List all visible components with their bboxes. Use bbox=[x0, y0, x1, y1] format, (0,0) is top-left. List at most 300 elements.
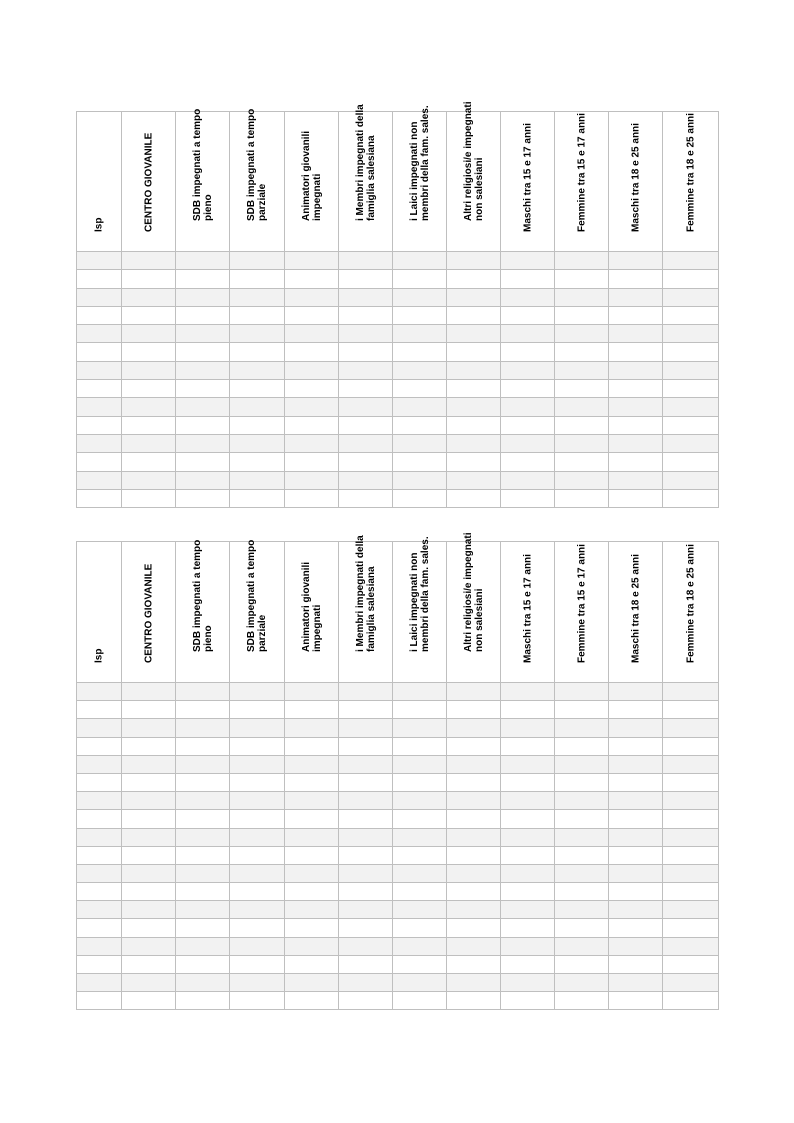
table-cell[interactable] bbox=[663, 792, 719, 810]
table-cell[interactable] bbox=[176, 719, 230, 737]
table-cell[interactable] bbox=[339, 683, 393, 701]
table-cell[interactable] bbox=[447, 792, 501, 810]
table-cell[interactable] bbox=[663, 306, 719, 324]
table-cell[interactable] bbox=[663, 810, 719, 828]
table-cell[interactable] bbox=[285, 398, 339, 416]
table-cell[interactable] bbox=[501, 955, 555, 973]
table-cell[interactable] bbox=[609, 883, 663, 901]
table-cell[interactable] bbox=[122, 306, 176, 324]
table-cell[interactable] bbox=[77, 398, 122, 416]
table-cell[interactable] bbox=[393, 361, 447, 379]
table-cell[interactable] bbox=[555, 828, 609, 846]
table-cell[interactable] bbox=[501, 683, 555, 701]
table-cell[interactable] bbox=[285, 471, 339, 489]
table-cell[interactable] bbox=[230, 361, 285, 379]
table-cell[interactable] bbox=[447, 974, 501, 992]
table-cell[interactable] bbox=[555, 306, 609, 324]
table-cell[interactable] bbox=[122, 252, 176, 270]
table-cell[interactable] bbox=[555, 792, 609, 810]
table-cell[interactable] bbox=[393, 380, 447, 398]
table-cell[interactable] bbox=[230, 919, 285, 937]
table-cell[interactable] bbox=[122, 719, 176, 737]
table-cell[interactable] bbox=[77, 755, 122, 773]
table-cell[interactable] bbox=[230, 955, 285, 973]
table-cell[interactable] bbox=[230, 434, 285, 452]
table-cell[interactable] bbox=[447, 919, 501, 937]
table-cell[interactable] bbox=[447, 937, 501, 955]
table-cell[interactable] bbox=[285, 773, 339, 791]
table-cell[interactable] bbox=[609, 306, 663, 324]
table-cell[interactable] bbox=[339, 471, 393, 489]
table-cell[interactable] bbox=[176, 398, 230, 416]
table-cell[interactable] bbox=[176, 810, 230, 828]
table-cell[interactable] bbox=[339, 846, 393, 864]
table-cell[interactable] bbox=[122, 883, 176, 901]
table-cell[interactable] bbox=[447, 416, 501, 434]
table-cell[interactable] bbox=[77, 937, 122, 955]
table-cell[interactable] bbox=[339, 343, 393, 361]
table-cell[interactable] bbox=[285, 937, 339, 955]
table-cell[interactable] bbox=[176, 773, 230, 791]
table-cell[interactable] bbox=[663, 755, 719, 773]
table-cell[interactable] bbox=[447, 325, 501, 343]
table-cell[interactable] bbox=[447, 992, 501, 1010]
table-cell[interactable] bbox=[285, 434, 339, 452]
table-cell[interactable] bbox=[77, 773, 122, 791]
table-cell[interactable] bbox=[555, 453, 609, 471]
table-cell[interactable] bbox=[339, 701, 393, 719]
table-cell[interactable] bbox=[122, 489, 176, 507]
table-cell[interactable] bbox=[339, 737, 393, 755]
table-cell[interactable] bbox=[663, 864, 719, 882]
table-cell[interactable] bbox=[555, 755, 609, 773]
table-cell[interactable] bbox=[176, 737, 230, 755]
table-cell[interactable] bbox=[230, 901, 285, 919]
table-cell[interactable] bbox=[339, 719, 393, 737]
table-cell[interactable] bbox=[555, 901, 609, 919]
table-cell[interactable] bbox=[77, 737, 122, 755]
table-cell[interactable] bbox=[447, 810, 501, 828]
table-cell[interactable] bbox=[609, 434, 663, 452]
table-cell[interactable] bbox=[663, 955, 719, 973]
table-cell[interactable] bbox=[501, 380, 555, 398]
table-cell[interactable] bbox=[285, 901, 339, 919]
table-cell[interactable] bbox=[230, 737, 285, 755]
table-cell[interactable] bbox=[122, 992, 176, 1010]
table-cell[interactable] bbox=[501, 471, 555, 489]
table-cell[interactable] bbox=[393, 737, 447, 755]
table-cell[interactable] bbox=[230, 937, 285, 955]
table-cell[interactable] bbox=[77, 306, 122, 324]
table-cell[interactable] bbox=[285, 453, 339, 471]
table-cell[interactable] bbox=[609, 937, 663, 955]
table-cell[interactable] bbox=[230, 773, 285, 791]
table-cell[interactable] bbox=[447, 828, 501, 846]
table-cell[interactable] bbox=[122, 937, 176, 955]
table-cell[interactable] bbox=[663, 325, 719, 343]
table-cell[interactable] bbox=[393, 992, 447, 1010]
table-cell[interactable] bbox=[393, 306, 447, 324]
table-cell[interactable] bbox=[555, 416, 609, 434]
table-cell[interactable] bbox=[77, 992, 122, 1010]
table-cell[interactable] bbox=[339, 434, 393, 452]
table-cell[interactable] bbox=[285, 810, 339, 828]
table-cell[interactable] bbox=[501, 325, 555, 343]
table-cell[interactable] bbox=[663, 773, 719, 791]
table-cell[interactable] bbox=[393, 773, 447, 791]
table-cell[interactable] bbox=[285, 683, 339, 701]
table-cell[interactable] bbox=[230, 846, 285, 864]
table-cell[interactable] bbox=[285, 343, 339, 361]
table-cell[interactable] bbox=[122, 270, 176, 288]
table-cell[interactable] bbox=[122, 792, 176, 810]
table-cell[interactable] bbox=[447, 719, 501, 737]
table-cell[interactable] bbox=[176, 828, 230, 846]
table-cell[interactable] bbox=[663, 901, 719, 919]
table-cell[interactable] bbox=[609, 489, 663, 507]
table-cell[interactable] bbox=[393, 471, 447, 489]
table-cell[interactable] bbox=[609, 380, 663, 398]
table-cell[interactable] bbox=[663, 719, 719, 737]
table-cell[interactable] bbox=[447, 955, 501, 973]
table-cell[interactable] bbox=[501, 343, 555, 361]
table-cell[interactable] bbox=[393, 325, 447, 343]
table-cell[interactable] bbox=[176, 380, 230, 398]
table-cell[interactable] bbox=[122, 974, 176, 992]
table-cell[interactable] bbox=[609, 343, 663, 361]
table-cell[interactable] bbox=[609, 792, 663, 810]
table-cell[interactable] bbox=[176, 864, 230, 882]
table-cell[interactable] bbox=[393, 489, 447, 507]
table-cell[interactable] bbox=[230, 380, 285, 398]
table-cell[interactable] bbox=[122, 701, 176, 719]
table-cell[interactable] bbox=[609, 755, 663, 773]
table-cell[interactable] bbox=[339, 270, 393, 288]
table-cell[interactable] bbox=[447, 398, 501, 416]
table-cell[interactable] bbox=[285, 737, 339, 755]
table-cell[interactable] bbox=[555, 270, 609, 288]
table-cell[interactable] bbox=[663, 270, 719, 288]
table-cell[interactable] bbox=[555, 288, 609, 306]
table-cell[interactable] bbox=[176, 901, 230, 919]
table-cell[interactable] bbox=[176, 701, 230, 719]
table-cell[interactable] bbox=[609, 361, 663, 379]
table-cell[interactable] bbox=[230, 810, 285, 828]
table-cell[interactable] bbox=[555, 955, 609, 973]
table-cell[interactable] bbox=[77, 288, 122, 306]
table-cell[interactable] bbox=[555, 883, 609, 901]
table-cell[interactable] bbox=[122, 453, 176, 471]
table-cell[interactable] bbox=[230, 974, 285, 992]
table-cell[interactable] bbox=[285, 974, 339, 992]
table-cell[interactable] bbox=[176, 252, 230, 270]
table-cell[interactable] bbox=[176, 416, 230, 434]
table-cell[interactable] bbox=[393, 288, 447, 306]
table-cell[interactable] bbox=[501, 288, 555, 306]
table-cell[interactable] bbox=[501, 992, 555, 1010]
table-cell[interactable] bbox=[176, 937, 230, 955]
table-cell[interactable] bbox=[501, 453, 555, 471]
table-cell[interactable] bbox=[176, 792, 230, 810]
table-cell[interactable] bbox=[285, 489, 339, 507]
table-cell[interactable] bbox=[285, 270, 339, 288]
table-cell[interactable] bbox=[609, 974, 663, 992]
table-cell[interactable] bbox=[339, 361, 393, 379]
table-cell[interactable] bbox=[609, 270, 663, 288]
table-cell[interactable] bbox=[609, 955, 663, 973]
table-cell[interactable] bbox=[555, 864, 609, 882]
table-cell[interactable] bbox=[501, 901, 555, 919]
table-cell[interactable] bbox=[447, 755, 501, 773]
table-cell[interactable] bbox=[285, 864, 339, 882]
table-cell[interactable] bbox=[393, 719, 447, 737]
table-cell[interactable] bbox=[609, 773, 663, 791]
table-cell[interactable] bbox=[447, 306, 501, 324]
table-cell[interactable] bbox=[176, 306, 230, 324]
table-cell[interactable] bbox=[663, 974, 719, 992]
table-cell[interactable] bbox=[230, 343, 285, 361]
table-cell[interactable] bbox=[285, 361, 339, 379]
table-cell[interactable] bbox=[230, 252, 285, 270]
table-cell[interactable] bbox=[122, 361, 176, 379]
table-cell[interactable] bbox=[609, 901, 663, 919]
table-cell[interactable] bbox=[501, 792, 555, 810]
table-cell[interactable] bbox=[555, 361, 609, 379]
table-cell[interactable] bbox=[122, 737, 176, 755]
table-cell[interactable] bbox=[122, 683, 176, 701]
table-cell[interactable] bbox=[393, 701, 447, 719]
table-cell[interactable] bbox=[501, 828, 555, 846]
table-cell[interactable] bbox=[230, 471, 285, 489]
table-cell[interactable] bbox=[230, 992, 285, 1010]
table-cell[interactable] bbox=[230, 270, 285, 288]
table-cell[interactable] bbox=[447, 683, 501, 701]
table-cell[interactable] bbox=[663, 701, 719, 719]
table-cell[interactable] bbox=[501, 737, 555, 755]
table-cell[interactable] bbox=[555, 701, 609, 719]
table-cell[interactable] bbox=[285, 992, 339, 1010]
table-cell[interactable] bbox=[555, 343, 609, 361]
table-cell[interactable] bbox=[285, 252, 339, 270]
table-cell[interactable] bbox=[555, 683, 609, 701]
table-cell[interactable] bbox=[122, 398, 176, 416]
table-cell[interactable] bbox=[339, 755, 393, 773]
table-cell[interactable] bbox=[447, 380, 501, 398]
table-cell[interactable] bbox=[663, 288, 719, 306]
table-cell[interactable] bbox=[555, 434, 609, 452]
table-cell[interactable] bbox=[663, 846, 719, 864]
table-cell[interactable] bbox=[555, 974, 609, 992]
table-cell[interactable] bbox=[176, 270, 230, 288]
table-cell[interactable] bbox=[230, 864, 285, 882]
table-cell[interactable] bbox=[77, 471, 122, 489]
table-cell[interactable] bbox=[663, 398, 719, 416]
table-cell[interactable] bbox=[663, 416, 719, 434]
table-cell[interactable] bbox=[176, 361, 230, 379]
table-cell[interactable] bbox=[609, 864, 663, 882]
table-cell[interactable] bbox=[285, 828, 339, 846]
table-cell[interactable] bbox=[285, 288, 339, 306]
table-cell[interactable] bbox=[663, 937, 719, 955]
table-cell[interactable] bbox=[176, 489, 230, 507]
table-cell[interactable] bbox=[230, 828, 285, 846]
table-cell[interactable] bbox=[176, 434, 230, 452]
table-cell[interactable] bbox=[501, 810, 555, 828]
table-cell[interactable] bbox=[663, 471, 719, 489]
table-cell[interactable] bbox=[393, 792, 447, 810]
table-cell[interactable] bbox=[176, 471, 230, 489]
table-cell[interactable] bbox=[609, 846, 663, 864]
table-cell[interactable] bbox=[122, 380, 176, 398]
table-cell[interactable] bbox=[501, 270, 555, 288]
table-cell[interactable] bbox=[663, 883, 719, 901]
table-cell[interactable] bbox=[555, 380, 609, 398]
table-cell[interactable] bbox=[501, 252, 555, 270]
table-cell[interactable] bbox=[555, 737, 609, 755]
table-cell[interactable] bbox=[609, 471, 663, 489]
table-cell[interactable] bbox=[77, 701, 122, 719]
table-cell[interactable] bbox=[176, 683, 230, 701]
table-cell[interactable] bbox=[176, 288, 230, 306]
table-cell[interactable] bbox=[501, 416, 555, 434]
table-cell[interactable] bbox=[609, 810, 663, 828]
table-cell[interactable] bbox=[501, 701, 555, 719]
table-cell[interactable] bbox=[447, 252, 501, 270]
table-cell[interactable] bbox=[230, 701, 285, 719]
table-cell[interactable] bbox=[555, 992, 609, 1010]
table-cell[interactable] bbox=[609, 252, 663, 270]
table-cell[interactable] bbox=[555, 937, 609, 955]
table-cell[interactable] bbox=[447, 883, 501, 901]
table-cell[interactable] bbox=[77, 361, 122, 379]
table-cell[interactable] bbox=[609, 701, 663, 719]
table-cell[interactable] bbox=[447, 453, 501, 471]
table-cell[interactable] bbox=[77, 883, 122, 901]
table-cell[interactable] bbox=[176, 974, 230, 992]
table-cell[interactable] bbox=[77, 416, 122, 434]
table-cell[interactable] bbox=[501, 489, 555, 507]
table-cell[interactable] bbox=[609, 288, 663, 306]
table-cell[interactable] bbox=[609, 453, 663, 471]
table-cell[interactable] bbox=[339, 489, 393, 507]
table-cell[interactable] bbox=[501, 919, 555, 937]
table-cell[interactable] bbox=[447, 737, 501, 755]
table-cell[interactable] bbox=[285, 719, 339, 737]
table-cell[interactable] bbox=[122, 828, 176, 846]
table-cell[interactable] bbox=[393, 252, 447, 270]
table-cell[interactable] bbox=[122, 325, 176, 343]
table-cell[interactable] bbox=[285, 846, 339, 864]
table-cell[interactable] bbox=[393, 955, 447, 973]
table-cell[interactable] bbox=[339, 919, 393, 937]
table-cell[interactable] bbox=[501, 937, 555, 955]
table-cell[interactable] bbox=[122, 471, 176, 489]
table-cell[interactable] bbox=[339, 325, 393, 343]
table-cell[interactable] bbox=[77, 901, 122, 919]
table-cell[interactable] bbox=[339, 773, 393, 791]
table-cell[interactable] bbox=[393, 398, 447, 416]
table-cell[interactable] bbox=[339, 955, 393, 973]
table-cell[interactable] bbox=[77, 974, 122, 992]
table-cell[interactable] bbox=[176, 755, 230, 773]
table-cell[interactable] bbox=[663, 992, 719, 1010]
table-cell[interactable] bbox=[285, 755, 339, 773]
table-cell[interactable] bbox=[77, 453, 122, 471]
table-cell[interactable] bbox=[609, 416, 663, 434]
table-cell[interactable] bbox=[77, 719, 122, 737]
table-cell[interactable] bbox=[339, 398, 393, 416]
table-cell[interactable] bbox=[122, 846, 176, 864]
table-cell[interactable] bbox=[663, 252, 719, 270]
table-cell[interactable] bbox=[501, 755, 555, 773]
table-cell[interactable] bbox=[176, 955, 230, 973]
table-cell[interactable] bbox=[176, 992, 230, 1010]
table-cell[interactable] bbox=[122, 434, 176, 452]
table-cell[interactable] bbox=[339, 883, 393, 901]
table-cell[interactable] bbox=[555, 810, 609, 828]
table-cell[interactable] bbox=[339, 864, 393, 882]
table-cell[interactable] bbox=[176, 919, 230, 937]
table-cell[interactable] bbox=[230, 398, 285, 416]
table-cell[interactable] bbox=[230, 489, 285, 507]
table-cell[interactable] bbox=[77, 434, 122, 452]
table-cell[interactable] bbox=[122, 955, 176, 973]
table-cell[interactable] bbox=[555, 252, 609, 270]
table-cell[interactable] bbox=[339, 974, 393, 992]
table-cell[interactable] bbox=[230, 288, 285, 306]
table-cell[interactable] bbox=[339, 937, 393, 955]
table-cell[interactable] bbox=[176, 846, 230, 864]
table-cell[interactable] bbox=[339, 992, 393, 1010]
table-cell[interactable] bbox=[122, 773, 176, 791]
table-cell[interactable] bbox=[77, 810, 122, 828]
table-cell[interactable] bbox=[447, 846, 501, 864]
table-cell[interactable] bbox=[447, 901, 501, 919]
table-cell[interactable] bbox=[393, 828, 447, 846]
table-cell[interactable] bbox=[663, 343, 719, 361]
table-cell[interactable] bbox=[122, 416, 176, 434]
table-cell[interactable] bbox=[393, 810, 447, 828]
table-cell[interactable] bbox=[555, 489, 609, 507]
table-cell[interactable] bbox=[122, 755, 176, 773]
table-cell[interactable] bbox=[77, 955, 122, 973]
table-cell[interactable] bbox=[447, 288, 501, 306]
table-cell[interactable] bbox=[339, 901, 393, 919]
table-cell[interactable] bbox=[393, 846, 447, 864]
table-cell[interactable] bbox=[77, 792, 122, 810]
table-cell[interactable] bbox=[77, 252, 122, 270]
table-cell[interactable] bbox=[393, 883, 447, 901]
table-cell[interactable] bbox=[339, 306, 393, 324]
table-cell[interactable] bbox=[285, 792, 339, 810]
table-cell[interactable] bbox=[393, 683, 447, 701]
table-cell[interactable] bbox=[447, 361, 501, 379]
table-cell[interactable] bbox=[555, 398, 609, 416]
table-cell[interactable] bbox=[447, 471, 501, 489]
table-cell[interactable] bbox=[230, 325, 285, 343]
table-cell[interactable] bbox=[393, 901, 447, 919]
table-cell[interactable] bbox=[230, 683, 285, 701]
table-cell[interactable] bbox=[609, 919, 663, 937]
table-cell[interactable] bbox=[555, 325, 609, 343]
table-cell[interactable] bbox=[122, 919, 176, 937]
table-cell[interactable] bbox=[555, 471, 609, 489]
table-cell[interactable] bbox=[176, 883, 230, 901]
table-cell[interactable] bbox=[609, 737, 663, 755]
table-cell[interactable] bbox=[230, 416, 285, 434]
table-cell[interactable] bbox=[555, 919, 609, 937]
table-cell[interactable] bbox=[609, 683, 663, 701]
